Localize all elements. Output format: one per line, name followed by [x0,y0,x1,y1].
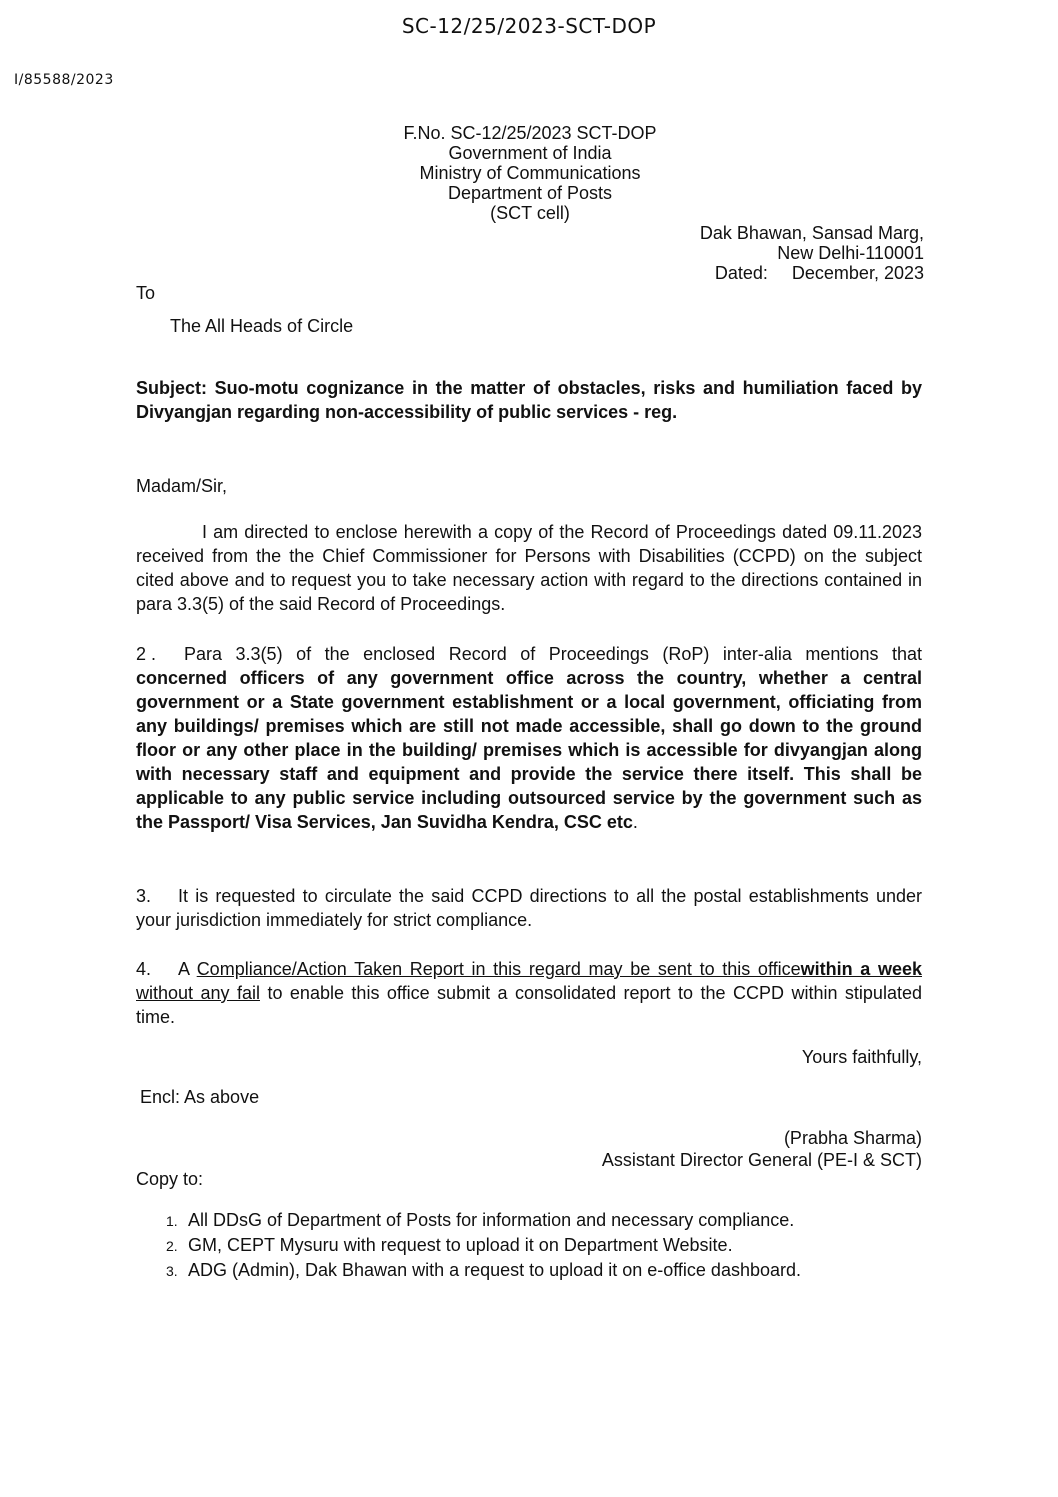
copy-to-label: Copy to: [136,1169,204,1189]
paragraph-4 [136,957,922,1029]
paragraph-2-intro: Para 3.3(5) of the enclosed Record of Proceedings (RoP) inter-alia mentions that [184,644,922,664]
paragraph-4-deadline: within a week [800,959,923,979]
paragraph-1-text: I am directed to enclose herewith a copy of the Record of Proceedings dated 09.11.2023 received from the the Chief Commissioner for Persons with Disabilities (CCPD) on the subject cited above and to request you to take necessary action with regard to the directions contained in para 3.3(5) of the said Record of Proceedings. [136,522,922,614]
subject-line: Subject: Suo-motu cognizance in the matter of obstacles, risks and humiliation faced by Divyangjan regarding non-accessibility of public services - reg. [136,378,922,422]
signature-block [602,1127,922,1171]
paragraph-1 [136,520,922,616]
copy-to-item [166,1233,801,1258]
paragraph-4-number: 4. [136,959,152,979]
signatory-title: Assistant Director General (PE-I & SCT) [601,1150,922,1170]
address-block [700,223,924,283]
copy-to-item-number: 2. [166,1238,178,1254]
ministry-line: Ministry of Communications [419,163,641,183]
dated-label: Dated: [714,263,768,283]
copy-to-item [166,1258,801,1283]
to-label: To [136,283,156,303]
paragraph-4-underlined: Compliance/Action Taken Report in this regard may be sent to this office [196,959,801,979]
copy-to-item [166,1208,801,1233]
paragraph-2-directive: concerned officers of any government office across the country, whether a central government or a State government establishment or a local government, officiating from any buildings/ premises which are still not made accessible, shall go down to the ground floor or any other place in the building/ premises which is accessible for divyangjan along with necessary staff and equipment and provide the service there itself. This shall be applicable to any public service including outsourced service by the government such as the Passport/ Visa Services, Jan Suvidha Kendra, CSC etc [136,668,922,832]
address-line-2: New Delhi-110001 [777,243,924,263]
addressee: The All Heads of Circle [170,316,354,336]
paragraph-2 [136,642,922,834]
department-line: Department of Posts [447,183,613,203]
address-line-1: Dak Bhawan, Sansad Marg, [699,223,924,243]
copy-to-list [166,1208,801,1283]
date-line [700,263,924,283]
cell-line: (SCT cell) [490,203,570,223]
copy-to-item-number: 3. [166,1263,178,1279]
enclosure-note: Encl: As above [140,1087,260,1107]
signatory-name: (Prabha Sharma) [783,1128,922,1148]
paragraph-3-number: 3. [136,886,152,906]
letterhead [330,123,730,223]
government-line: Government of India [448,143,612,163]
copy-to-item-text: ADG (Admin), Dak Bhawan with a request to upload it on e-office dashboard. [188,1260,802,1280]
yours-faithfully: Yours faithfully, [801,1047,922,1067]
file-reference-stamp: SC-12/25/2023-SCT-DOP [401,14,657,38]
salutation: Madam/Sir, [136,476,228,496]
copy-to-item-number: 1. [166,1213,178,1229]
paragraph-3-text: It is requested to circulate the said CCPD directions to all the postal establishments under your jurisdiction immediately for strict compliance. [136,886,922,930]
copy-to-item-text: All DDsG of Department of Posts for information and necessary compliance. [188,1210,795,1230]
dated-value: December, 2023 [791,263,924,283]
paragraph-2-end: . [632,812,638,832]
paragraph-2-number: 2 . [136,644,157,664]
paragraph-4-rest: to enable this office submit a consolidated report to the CCPD within stipulated time. [136,983,922,1027]
file-number: F.No. SC-12/25/2023 SCT-DOP [403,123,657,143]
copy-to-item-text: GM, CEPT Mysuru with request to upload it on Department Website. [188,1235,733,1255]
paragraph-4-underlined-2: without any fail [136,983,260,1003]
paragraph-3 [136,884,922,932]
receipt-number-stamp: I/85588/2023 [14,72,114,88]
paragraph-4-lead: A [178,959,197,979]
